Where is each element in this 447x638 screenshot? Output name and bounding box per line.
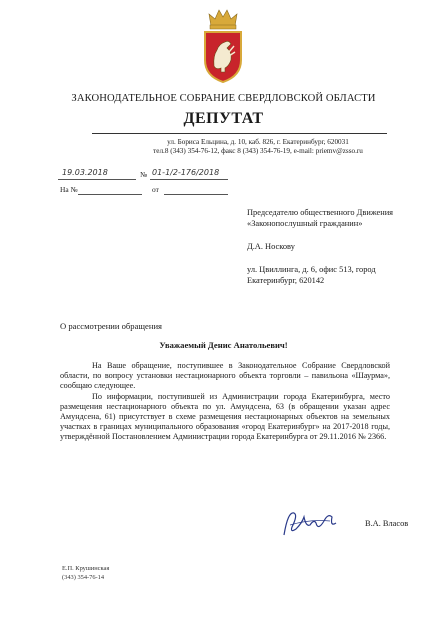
letter-subject: О рассмотрении обращения [60,321,162,331]
executor-name: Е.П. Крушинская [62,565,110,572]
registration-date: 19.03.2018 [62,168,108,177]
body-paragraph-1: На Ваше обращение, поступившее в Законодательное Собрание Свердловской области, по вопросу установки нестационарного объекта торговли – павильона «Шаурма», сообщаю следующее. [60,361,390,391]
number-label: № [140,170,148,179]
address-line-2: тел.8 (343) 354-76-12, факс 8 (343) 354-76-19, e-mail: priemv@zsso.ru [153,147,363,155]
date-underline [58,179,136,180]
reference-underline [78,194,142,195]
executor-phone: (343) 354-76-14 [62,573,105,581]
recipient-name: Д.А. Носкову [247,242,295,251]
body-paragraph-2: По информации, поступившей из Администрации города Екатеринбурга, место размещения нестационарного объекта по ул. Амундсена, 63 (в обращении указан адрес Амундсена, 61) присутствует в схеме размещения нестационарных объектов на земельных участках в границах муниципального образования «город Екатеринбург» на 2017-2018 годы, утверждённой Постановлением Администрации города Екатеринбурга от 29.11.2016 № 2366. [60,391,390,442]
letter-body [60,361,390,443]
recipient-position: Председателю общественного Движения «Законопослушный гражданин» [247,208,394,228]
organization-name: ЗАКОНОДАТЕЛЬНОЕ СОБРАНИЕ СВЕРДЛОВСКОЙ ОБЛАСТИ [71,93,376,104]
address-line-1: ул. Бориса Ельцина, д. 10, каб. 826, г. Екатеринбург, 620031 [167,138,349,146]
header-divider [92,133,387,134]
reference-label: На № [60,185,78,194]
salutation: Уважаемый Денис Анатольевич! [159,340,288,350]
number-underline [150,179,228,180]
coat-of-arms-emblem [199,6,247,84]
reference-from-label: от [152,185,159,194]
recipient-block [247,207,422,286]
crown-shape [209,10,237,26]
executor-block [62,565,109,582]
reference-from-underline [164,194,228,195]
registration-number: 01-1/2-176/2018 [152,168,220,177]
letter-title: ДЕПУТАТ [183,110,264,127]
handwritten-signature [280,505,340,541]
signatory-name: В.А. Власов [365,519,409,528]
recipient-address: ул. Цвиллинга, д. 6, офис 513, город Екатеринбург, 620142 [247,265,376,285]
header-address [108,138,408,156]
